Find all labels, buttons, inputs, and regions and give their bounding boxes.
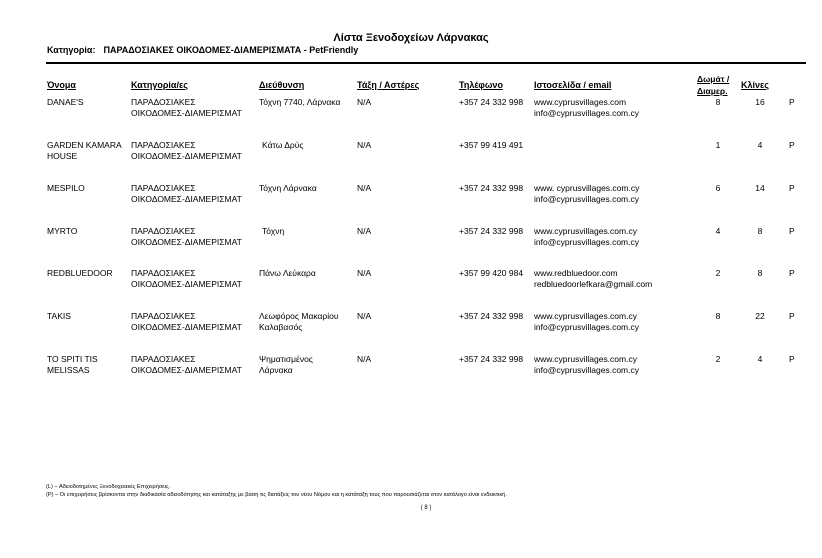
hotel-category-line1: ΠΑΡΑΔΟΣΙΑΚΕΣ xyxy=(131,140,196,150)
hotel-email: redbluedoorlefkara@gmail.com xyxy=(534,279,653,289)
hotel-phone: +357 24 332 998 xyxy=(459,97,524,107)
hotel-address-line1: Τόχνη xyxy=(262,226,285,236)
hotel-rooms: 2 xyxy=(715,268,721,278)
hotel-website: www.redbluedoor.com xyxy=(534,268,618,278)
hotel-email: info@cyprusvillages.com.cy xyxy=(534,365,639,375)
hotel-category-line2: ΟΙΚΟΔΟΜΕΣ-ΔΙΑΜΕΡΙΣΜΑΤ xyxy=(131,237,242,247)
hotel-address-line1: Τόχνη Λάρνακα xyxy=(259,183,317,193)
hotel-rooms: 2 xyxy=(715,354,721,364)
hotel-license-flag: P xyxy=(789,226,795,236)
hotel-beds: 8 xyxy=(757,268,763,278)
hotel-beds: 16 xyxy=(755,97,765,107)
hotel-address-line2: Καλαβασός xyxy=(259,322,303,332)
hotel-email: info@cyprusvillages.com.cy xyxy=(534,237,639,247)
document-title: Λίστα Ξενοδοχείων Λάρνακας xyxy=(333,32,489,44)
header-beds: Κλίνες xyxy=(741,80,769,90)
hotel-address-line1: Πάνω Λεύκαρα xyxy=(259,268,316,278)
hotel-website: www.cyprusvillages.com.cy xyxy=(534,226,637,236)
hotel-website: www.cyprusvillages.com.cy xyxy=(534,354,637,364)
hotel-license-flag: P xyxy=(789,97,795,107)
hotel-license-flag: P xyxy=(789,183,795,193)
hotel-address-line2: Λάρνακα xyxy=(259,365,293,375)
hotel-category-line2: ΟΙΚΟΔΟΜΕΣ-ΔΙΑΜΕΡΙΣΜΑΤ xyxy=(131,279,242,289)
hotel-class: N/A xyxy=(357,183,372,193)
hotel-name-line1: MYRTO xyxy=(47,226,78,236)
hotel-class: N/A xyxy=(357,354,372,364)
hotel-name-line2: MELISSAS xyxy=(47,365,90,375)
hotel-rooms: 6 xyxy=(715,183,721,193)
header-rule xyxy=(46,62,806,64)
hotel-category-line1: ΠΑΡΑΔΟΣΙΑΚΕΣ xyxy=(131,97,196,107)
hotel-phone: +357 24 332 998 xyxy=(459,354,524,364)
hotel-phone: +357 24 332 998 xyxy=(459,311,524,321)
header-class: Τάξη / Αστέρες xyxy=(357,80,420,90)
header-phone: Τηλέφωνο xyxy=(459,80,503,90)
hotel-beds: 14 xyxy=(755,183,765,193)
hotel-category-line2: ΟΙΚΟΔΟΜΕΣ-ΔΙΑΜΕΡΙΣΜΑΤ xyxy=(131,194,242,204)
hotel-name-line1: MESPILO xyxy=(47,183,85,193)
page-number: ( 8 ) xyxy=(420,505,432,511)
hotel-rooms: 1 xyxy=(715,140,721,150)
hotel-phone: +357 24 332 998 xyxy=(459,183,524,193)
hotel-beds: 22 xyxy=(755,311,765,321)
hotel-license-flag: P xyxy=(789,311,795,321)
hotel-class: N/A xyxy=(357,97,372,107)
hotel-category-line2: ΟΙΚΟΔΟΜΕΣ-ΔΙΑΜΕΡΙΣΜΑΤ xyxy=(131,108,242,118)
header-web: Ιστοσελίδα / email xyxy=(534,80,612,90)
hotel-name-line1: TAKIS xyxy=(47,311,71,321)
hotel-beds: 4 xyxy=(757,140,763,150)
hotel-category-line1: ΠΑΡΑΔΟΣΙΑΚΕΣ xyxy=(131,311,196,321)
hotel-category-line2: ΟΙΚΟΔΟΜΕΣ-ΔΙΑΜΕΡΙΣΜΑΤ xyxy=(131,365,242,375)
hotel-phone: +357 99 420 984 xyxy=(459,268,524,278)
category-label: Κατηγορία: xyxy=(47,45,96,55)
hotel-category-line1: ΠΑΡΑΔΟΣΙΑΚΕΣ xyxy=(131,354,196,364)
hotel-address-line1: Κάτω Δρύς xyxy=(262,140,304,150)
hotel-address-line1: Λεωφόρος Μακαρίου xyxy=(259,311,339,321)
category-value: ΠΑΡΑΔΟΣΙΑΚΕΣ ΟΙΚΟΔΟΜΕΣ-ΔΙΑΜΕΡΙΣΜΑΤΑ - PetFriendly xyxy=(103,45,359,55)
hotel-email: info@cyprusvillages.com.cy xyxy=(534,322,639,332)
hotel-rooms: 4 xyxy=(715,226,721,236)
hotel-website: www.cyprusvillages.com.cy xyxy=(534,311,637,321)
hotel-name-line1: DANAE'S xyxy=(47,97,84,107)
header-category: Κατηγορία/ες xyxy=(131,80,188,90)
hotel-class: N/A xyxy=(357,140,372,150)
hotel-category-line1: ΠΑΡΑΔΟΣΙΑΚΕΣ xyxy=(131,268,196,278)
header-address: Διεύθυνση xyxy=(259,80,305,90)
hotel-license-flag: P xyxy=(789,268,795,278)
hotel-phone: +357 24 332 998 xyxy=(459,226,524,236)
hotel-category-line2: ΟΙΚΟΔΟΜΕΣ-ΔΙΑΜΕΡΙΣΜΑΤ xyxy=(131,151,242,161)
hotel-email: info@cyprusvillages.com.cy xyxy=(534,108,639,118)
hotel-class: N/A xyxy=(357,268,372,278)
hotel-class: N/A xyxy=(357,226,372,236)
hotel-category-line1: ΠΑΡΑΔΟΣΙΑΚΕΣ xyxy=(131,183,196,193)
header-rooms-line1: Δωμάτ / xyxy=(697,74,730,84)
hotel-name-line2: HOUSE xyxy=(47,151,78,161)
footnotes xyxy=(46,483,507,499)
hotel-license-flag: P xyxy=(789,140,795,150)
hotel-name-line1: TO SPITI TIS xyxy=(47,354,98,364)
footnote-licensed: (L) – Αδειοδοτημένες Ξενοδοχειακές Επιχειρήσεις. xyxy=(46,484,171,490)
hotel-name-line1: REDBLUEDOOR xyxy=(47,268,113,278)
hotel-category-line1: ΠΑΡΑΔΟΣΙΑΚΕΣ xyxy=(131,226,196,236)
hotel-address-line1: Ψηματισμένος xyxy=(259,354,313,364)
hotel-category-line2: ΟΙΚΟΔΟΜΕΣ-ΔΙΑΜΕΡΙΣΜΑΤ xyxy=(131,322,242,332)
hotel-website: www. cyprusvillages.com.cy xyxy=(534,183,640,193)
hotel-rooms: 8 xyxy=(715,311,721,321)
hotel-license-flag: P xyxy=(789,354,795,364)
header-name: Όνομα xyxy=(47,80,76,90)
hotel-website: www.cyprusvillages.com xyxy=(534,97,627,107)
footnote-pending: (P) – Οι επιχειρήσεις βρίσκονται στην διαδικασία αδειοδότησης και κατάταξης με βάση τις διατάξεις του νέου Νόμου και η κατάταξη τους που παρουσιάζεται στον κατάλογο είναι ενδεικτική. xyxy=(46,492,507,498)
hotel-name-line1: GARDEN KAMARA xyxy=(47,140,122,150)
hotel-class: N/A xyxy=(357,311,372,321)
hotel-rooms: 8 xyxy=(715,97,721,107)
category-line xyxy=(47,45,358,55)
hotel-address-line1: Τόχνη 7740, Λάρνακα xyxy=(259,97,341,107)
hotel-beds: 8 xyxy=(757,226,763,236)
hotel-email: info@cyprusvillages.com.cy xyxy=(534,194,639,204)
hotel-phone: +357 99 419 491 xyxy=(459,140,524,150)
header-rooms-line2: Διαμερ. xyxy=(697,86,728,96)
hotel-beds: 4 xyxy=(757,354,763,364)
